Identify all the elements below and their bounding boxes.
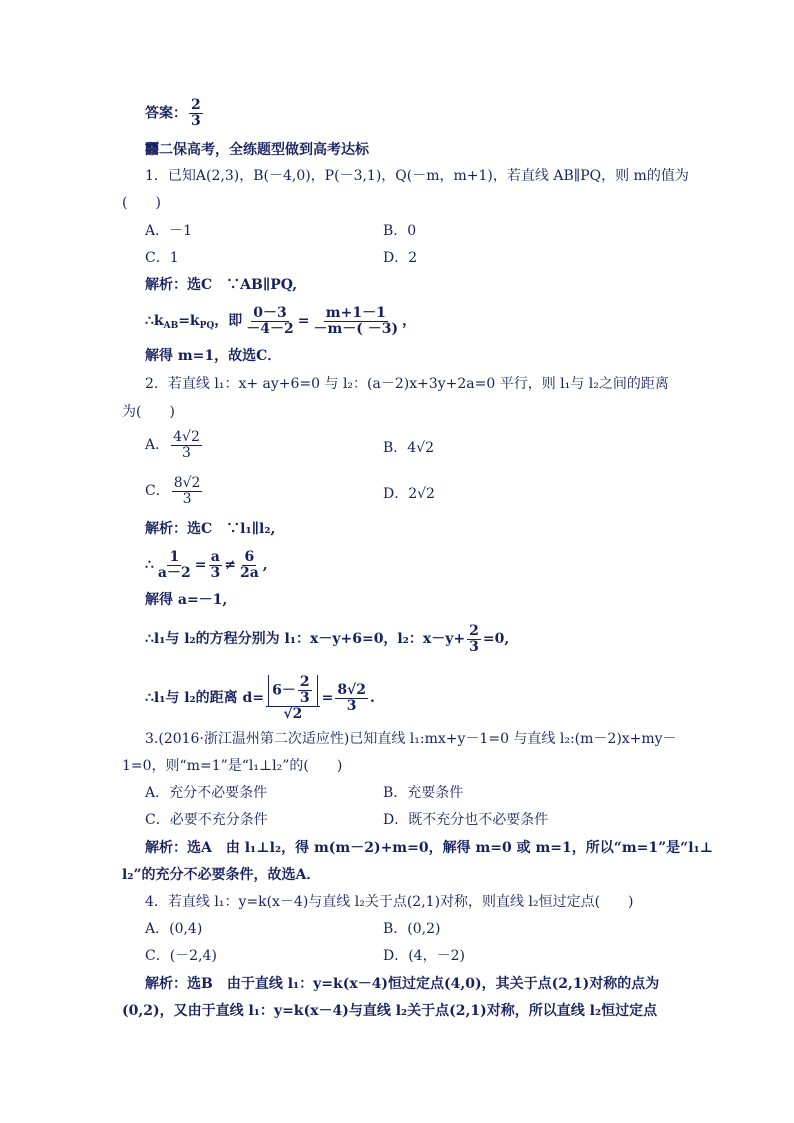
answer-den: 3 xyxy=(191,113,201,129)
q2-result-fraction xyxy=(335,683,368,714)
q3-stem-line2: 1=0，则“m=1”是“l₁⊥l₂”的( ) xyxy=(122,758,343,774)
q2-solution-line3: 解得 a=－1, xyxy=(145,592,228,608)
q1-solution-line3: 解得 m=1，故选C． xyxy=(145,348,282,364)
section-title: 䨻二保高考，全练题型做到高考达标 xyxy=(145,142,369,158)
q2-optc-fraction xyxy=(172,476,203,507)
q4-stem-line1: 4．若直线 l₁：y=k(x－4)与直线 l₂关于点(2,1)对称，则直线 l₂恒过定点( ) xyxy=(145,894,634,910)
q2-distance-den: √2 xyxy=(283,705,303,722)
q3-option-c: C．必要不充分条件 xyxy=(145,812,268,828)
q3-option-b: B．充要条件 xyxy=(383,785,464,801)
q2-solution-line2 xyxy=(145,548,268,582)
q2-f2-den: 3 xyxy=(210,564,221,581)
q1-option-a: A．－1 xyxy=(145,223,193,239)
q2-sol4-a: ∴l₁与 l₂的方程分别为 l₁：x－y+6=0，l₂：x－y+ xyxy=(145,631,466,647)
q2-res-den: 3 xyxy=(346,697,357,714)
q1-frac2-den: －m－( －3) xyxy=(313,320,399,337)
q2-optc-den: 3 xyxy=(182,490,192,507)
q1-frac1-num: 0－3 xyxy=(253,304,287,321)
q1-sub-pq: PQ xyxy=(199,321,215,331)
q2-res-num: 8√2 xyxy=(337,681,366,698)
q2-sol4-fraction xyxy=(467,624,481,655)
q2-stem-line1: 2．若直线 l₁：x+ ay+6=0 与 l₂：(a－2)x+3y+2a=0 平行，则 l₁与 l₂之间的距离 xyxy=(145,376,669,392)
q2-optc-prefix: C． xyxy=(145,483,170,499)
q2-f2-num: a xyxy=(210,548,220,565)
q2-sol4-den: 3 xyxy=(469,638,479,655)
q2-sol5-a: ∴l₁与 l₂的距离 d= xyxy=(145,690,265,706)
q2-option-b: B．4√2 xyxy=(383,440,435,456)
q2-abs-value xyxy=(268,675,318,706)
q2-opta-den: 3 xyxy=(182,444,191,461)
q2-sol4-b: =0, xyxy=(482,631,510,647)
q2-abs-a: 6－ xyxy=(272,682,296,698)
q2-abs-fraction xyxy=(298,675,312,706)
q3-option-a: A．充分不必要条件 xyxy=(145,785,268,801)
q1-fraction-2 xyxy=(311,306,400,337)
q2-f1-num: 1 xyxy=(169,548,180,565)
q2-neq: ≠ xyxy=(224,557,236,573)
q2-sol4-num: 2 xyxy=(469,622,479,639)
q2-frac-3 xyxy=(238,550,261,581)
q4-solution-line2: (0,2)，又由于直线 l₁：y=k(x－4)与直线 l₂关于点(2,1)对称，所以直线 l₂恒过定点 xyxy=(122,1003,658,1019)
q2-frac-1 xyxy=(156,550,193,581)
q1-stem-line1: 1．已知A(2,3)，B(－4,0)，P(－3,1)，Q(－m，m+1)，若直线 AB∥PQ，则 m的值为 xyxy=(145,168,689,184)
q2-opta-prefix: A． xyxy=(145,437,170,453)
q1-sol2-prefix: ∴k xyxy=(145,313,164,329)
answer-label: 答案： xyxy=(145,105,187,122)
q4-option-a: A．(0,4) xyxy=(145,921,203,937)
q2-f1-den: a－2 xyxy=(157,564,191,581)
q1-stem-line2: ( ) xyxy=(122,195,161,211)
q2-sol2-end: , xyxy=(262,557,268,573)
q2-sol2-prefix: ∴ xyxy=(145,557,154,573)
q1-frac1-den: －4－2 xyxy=(246,320,294,337)
q1-solution-line1: 解析：选C ∵AB∥PQ, xyxy=(145,277,298,293)
q2-sol5-end: . xyxy=(370,690,375,706)
q2-abs-num: 2 xyxy=(299,673,310,690)
q2-solution-line5 xyxy=(145,668,375,728)
q2-abs-den: 3 xyxy=(299,689,310,706)
q1-sub-ab: AB xyxy=(163,321,179,331)
q1-frac2-num: m+1－1 xyxy=(325,304,386,321)
q3-solution-line1: 解析：选A 由 l₁⊥l₂，得 m(m－2)+m=0，解得 m=0 或 m=1，所以“m=1”是“l₁⊥ xyxy=(145,840,714,856)
q2-f3-den: 2a xyxy=(239,564,259,581)
q4-option-c: C．(－2,4) xyxy=(145,948,217,964)
q2-frac-2 xyxy=(208,550,222,581)
q1-sol2-mid: =k xyxy=(178,313,200,329)
q1-option-b: B．0 xyxy=(383,223,417,239)
answer-fraction xyxy=(189,98,203,129)
q2-solution-line1: 解析：选C ∵l₁∥l₂, xyxy=(145,521,276,537)
q2-distance-num xyxy=(266,675,320,707)
q2-option-d: D．2√2 xyxy=(383,486,435,502)
q2-distance-fraction xyxy=(266,675,320,722)
q2-opta-num: 4√2 xyxy=(173,428,200,445)
q3-option-d: D．既不充分也不必要条件 xyxy=(383,812,549,828)
q2-eq: = xyxy=(194,557,207,573)
answer-num: 2 xyxy=(191,97,201,113)
q2-opta-fraction xyxy=(171,430,202,461)
q2-option-a xyxy=(145,428,204,462)
q2-option-c xyxy=(145,474,204,508)
q2-optc-num: 8√2 xyxy=(173,474,201,491)
q2-solution-line4 xyxy=(145,622,509,656)
answer-line xyxy=(145,98,205,129)
q4-solution-line1: 解析：选B 由于直线 l₁：y=k(x－4)恒过定点(4,0)，其关于点(2,1)对称的点为 xyxy=(145,976,660,992)
q1-sol2-end: ， xyxy=(402,313,417,329)
q2-stem-line2: 为( ) xyxy=(122,404,175,420)
q2-f3-num: 6 xyxy=(244,548,255,565)
q1-fraction-1 xyxy=(244,306,295,337)
q2-d-eq: = xyxy=(321,690,334,706)
q4-option-d: D．(4，－2) xyxy=(383,948,465,964)
q1-option-c: C．1 xyxy=(145,250,179,266)
q1-solution-line2: $\therefore k_{AB}=k_{PQ}$，即 $\frac{0-3}{-4-2}$ = $\frac{m+1-1}{-m-( -3)}$ ， xyxy=(145,304,417,337)
q1-option-d: D．2 xyxy=(383,250,418,266)
q4-option-b: B．(0,2) xyxy=(383,921,441,937)
q3-stem-line1: 3.(2016·浙江温州第二次适应性)已知直线 l₁:mx+y－1=0 与直线 l₂:(m－2)x+my－ xyxy=(145,731,677,747)
q3-solution-line2: l₂”的充分不必要条件，故选A． xyxy=(122,867,321,883)
q1-sol2-after: ，即 xyxy=(214,313,243,329)
